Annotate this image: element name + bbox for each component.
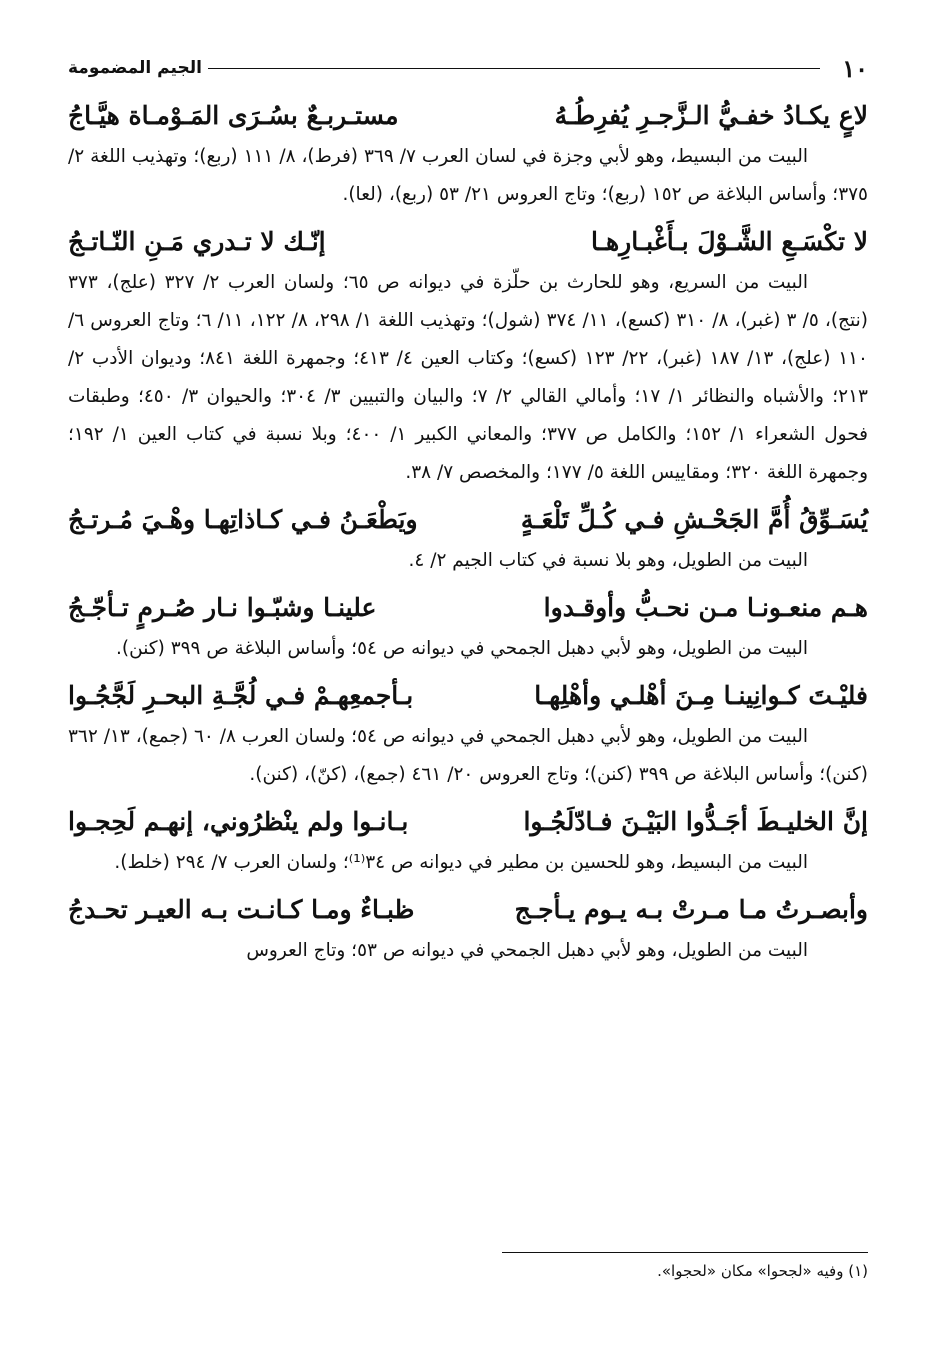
second-hemistich: إنّـك لا تـدري مَـنِ النّـاتـجُ xyxy=(68,227,326,256)
entry-3 xyxy=(68,498,868,580)
first-hemistich: فليْـتَ كـوانِينـا مِـنَ أهْلـي وأهْلِهـا xyxy=(534,681,868,710)
verse xyxy=(68,586,868,630)
commentary: البيت من البسيط، وهو لأبي وجزة في لسان العرب ٧/ ٣٦٩ (فرط)، ٨/ ١١١ (ربع)؛ وتهذيب اللغة ٢/ ٣٧٥؛ وأساس البلاغة ص ١٥٢ (ربع)؛ وتاج العروس ٢١/ ٥٣ (ربع)، (لعا). xyxy=(68,146,868,205)
page-number: ١٠ xyxy=(842,53,868,83)
entry-6 xyxy=(68,800,868,882)
entry-7 xyxy=(68,888,868,970)
running-title: الجيم المضمومة xyxy=(68,58,202,78)
first-hemistich: هـم منعـونـا مـن نحـبُّ وأوقـدوا xyxy=(543,593,868,622)
first-hemistich: إنَّ الخليـطَ أجَـدُّوا البَيْـنَ فـادّلَجُـوا xyxy=(523,807,868,836)
entry-2 xyxy=(68,220,868,492)
footnote: (١) وفيه «لجحوا» مكان «لحجوا». xyxy=(657,1262,868,1280)
entry-5 xyxy=(68,674,868,794)
entry-4 xyxy=(68,586,868,668)
first-hemistich: يُسَـوِّقُ أُمَّ الجَحْـشِ فـي كُـلِّ تَلْعَـةٍ xyxy=(520,505,868,534)
second-hemistich: بـانـوا ولم ينْظرُوني، إنهـم لَحِجـوا xyxy=(68,807,409,836)
commentary: البيت من الطويل، وهو لأبي دهبل الجمحي في ديوانه ص ٥٣؛ وتاج العروس xyxy=(246,940,808,961)
first-hemistich: لا تكْسَـعِ الشَّـوْلَ بـأَغْبـارِهـا xyxy=(591,227,868,256)
verse xyxy=(68,888,868,932)
commentary: البيت من البسيط، وهو للحسين بن مطير في ديوانه ص ٣٤⁽¹⁾؛ ولسان العرب ٧/ ٢٩٤ (خلط). xyxy=(114,852,808,873)
first-hemistich: وأبصـرتُ مـا مـرتْ بـه يـوم يـأجـج xyxy=(514,895,868,924)
second-hemistich: علينـا وشبّـوا نـار صُـرمٍ تـأجّـجُ xyxy=(68,593,377,622)
page-header xyxy=(68,48,868,88)
commentary: البيت من الطويل، وهو لأبي دهبل الجمحي في ديوانه ص ٥٤؛ ولسان العرب ٨/ ٦٠ (جمع)، ١٣/ ٣٦٢ (كنن)؛ وأساس البلاغة ص ٣٩٩ (كنن)؛ وتاج العروس ٢٠/ ٤٦١ (جمع)، (كنّ)، (كنن). xyxy=(68,726,868,785)
commentary: البيت من الطويل، وهو لأبي دهبل الجمحي في ديوانه ص ٥٤؛ وأساس البلاغة ص ٣٩٩ (كنن). xyxy=(116,638,808,659)
second-hemistich: مستـربـعٌ بسُـرَى المَـوْمـاة هيَّـاجُ xyxy=(68,101,399,130)
verse xyxy=(68,94,868,138)
entry-1 xyxy=(68,94,868,214)
commentary: البيت من الطويل، وهو بلا نسبة في كتاب الجيم ٢/ ٤. xyxy=(408,550,808,571)
header-rule xyxy=(208,68,820,69)
verse xyxy=(68,674,868,718)
first-hemistich: لاعٍ يكـادُ خفـيُّ الـزَّجـرِ يُفرِطُـهُ xyxy=(554,101,868,130)
verse xyxy=(68,220,868,264)
verse xyxy=(68,800,868,844)
second-hemistich: بـأجمعِهـمْ فـي لُجَّـةِ البحـرِ لَجَّجُـوا xyxy=(68,681,414,710)
footnote-rule xyxy=(502,1252,868,1253)
verse xyxy=(68,498,868,542)
second-hemistich: ويَطْعَـنُ فـي كـاذاتِهـا وهْـيَ مُـرتـجُ xyxy=(68,505,418,534)
commentary: البيت من السريع، وهو للحارث بن حلّزة في ديوانه ص ٦٥؛ ولسان العرب ٢/ ٣٢٧ (علج)، ٣٧٣ (نتج)، ٥/ ٣ (غبر)، ٨/ ٣١٠ (كسع)، ١١/ ٣٧٤ (شول)؛ وتهذيب اللغة ١/ ٢٩٨، ٨/ ١٢٢، ١١/ ٦؛ وتاج العروس ٦/ ١١٠ (علج)، ١٣/ ١٨٧ (غبر)، ٢٢/ ١٢٣ (كسع)؛ وكتاب العين ٤/ ٤١٣؛ وجمهرة اللغة ٨٤١؛ وديوان الأدب ٢/ ٢١٣؛ والأشباه والنظائر ١/ ١٧؛ وأمالي القالي ٢/ ٧؛ والبيان والتبيين ٣/ ٣٠٤؛ والحيوان ٣/ ٤٥٠؛ وطبقات فحول الشعراء ١/ ١٥٢؛ والكامل ص ٣٧٧؛ والمعاني الكبير ١/ ٤٠٠؛ وبلا نسبة في كتاب العين ١/ ١٩٢؛ وجمهرة اللغة ٣٢٠؛ ومقاييس اللغة ٥/ ١٧٧؛ والمخصص ٧/ ٣٨. xyxy=(68,272,869,483)
second-hemistich: ظبـاءٌ ومـا كـانـت بـه العيـر تحـدجُ xyxy=(68,895,415,924)
